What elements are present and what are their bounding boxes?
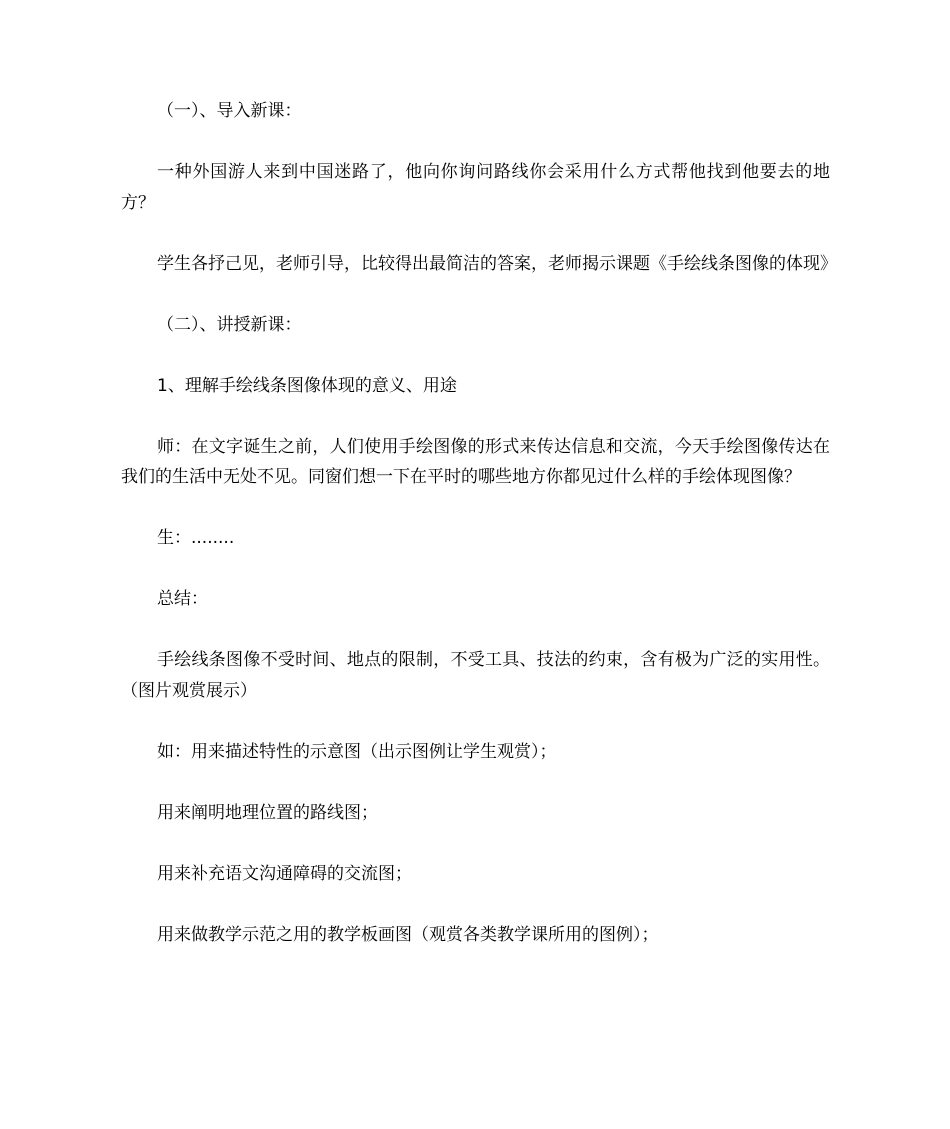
paragraph-example-communication: 用来补充语文沟通障碍的交流图；: [157, 863, 412, 884]
paragraph-section-two-heading: （二）、讲授新课：: [157, 314, 302, 335]
paragraph-student-discussion: 学生各抒己见，老师引导，比较得出最简洁的答案，老师揭示课题《手绘线条图像的体现》: [157, 253, 837, 274]
paragraph-summary-text: 手绘线条图像不受时间、地点的限制，不受工具、技法的约束，含有极为广泛的实用性。（图片观赏展示）: [121, 650, 830, 701]
paragraph-summary-label: 总结：: [157, 589, 208, 609]
paragraph-section-one-heading: （一）、导入新课：: [157, 101, 302, 121]
paragraph-example-teaching-board: 用来做教学示范之用的教学板画图（观赏各类教学课所用的图例）；: [157, 924, 659, 945]
paragraph-example-route-map: 用来阐明地理位置的路线图；: [157, 802, 378, 823]
paragraph-teacher-intro: 师：在文字诞生之前，人们使用手绘图像的形式来传达信息和交流，今天手绘图像传达在我们的生活中无处不见。同窗们想一下在平时的哪些地方你都见过什么样的手绘体现图像？: [121, 436, 830, 487]
paragraph-point-one: 1、理解手绘线条图像体现的意义、用途: [157, 375, 457, 396]
paragraph-student-response: 生：........: [157, 528, 235, 548]
paragraph-lost-tourist-question: 一种外国游人来到中国迷路了，他向你询问路线你会采用什么方式帮他找到他要去的地方？: [121, 162, 830, 213]
paragraph-example-diagram: 如：用来描述特性的示意图（出示图例让学生观赏）；: [157, 741, 557, 762]
